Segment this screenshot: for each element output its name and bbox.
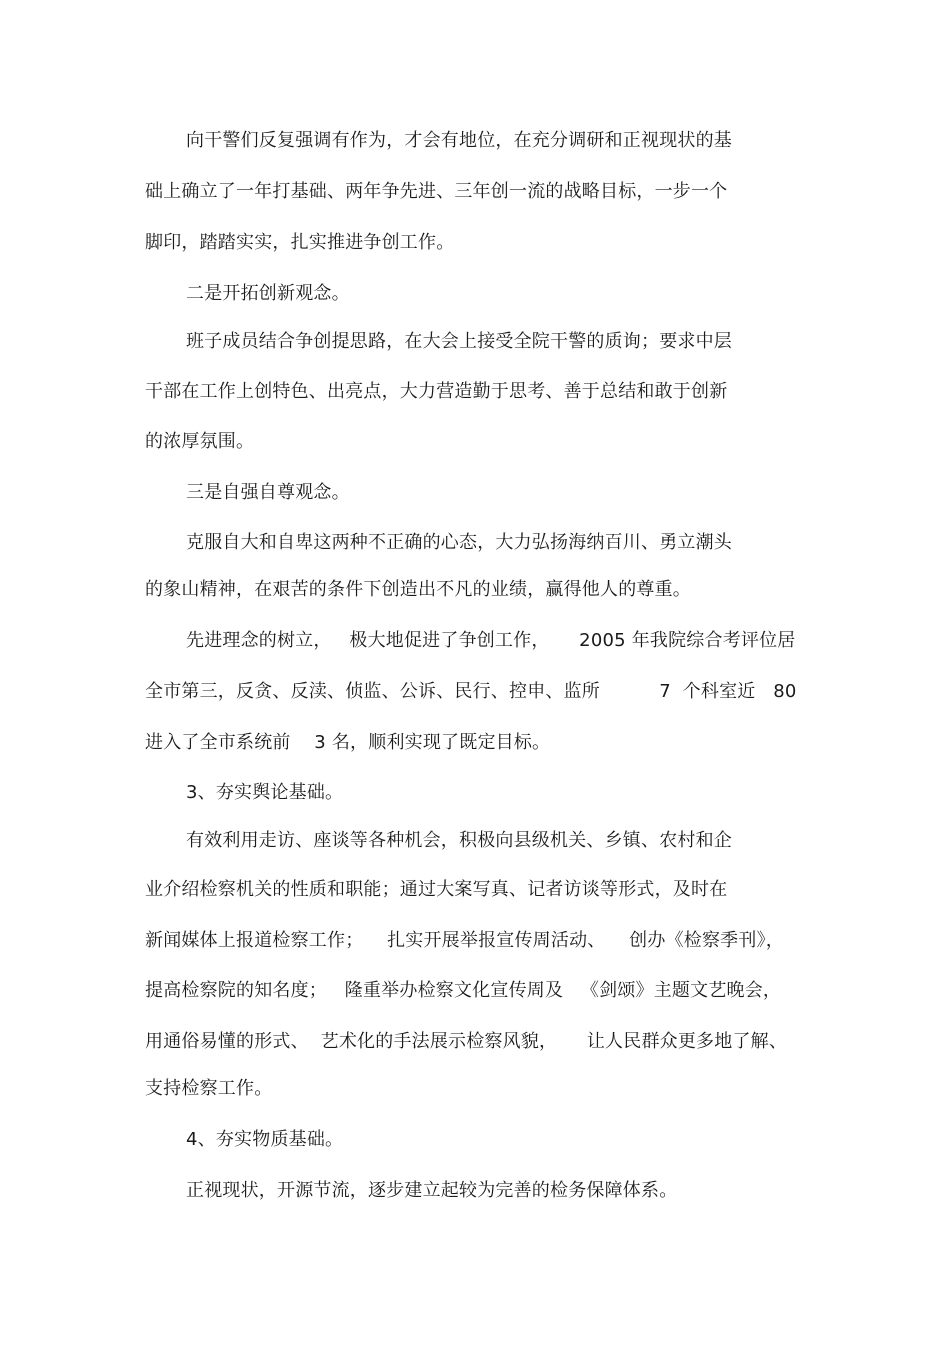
paragraph-line: 业介绍检察机关的性质和职能；通过大案写真、记者访谈等形式，及时在 (145, 879, 728, 900)
paragraph-line: 班子成员结合争创提思路，在大会上接受全院干警的质询；要求中层 (186, 331, 732, 352)
paragraph-line: 新闻媒体上报道检察工作； 扎实开展举报宣传周活动、 创办《检察季刊》， (145, 930, 784, 951)
paragraph-line: 用通俗易懂的形式、 艺术化的手法展示检察风貌， 让人民群众更多地了解、 (145, 1031, 788, 1052)
paragraph-line: 提高检察院的知名度； 隆重举办检察文化宣传周及 《剑颂》主题文艺晚会， (145, 980, 782, 1001)
paragraph-line: 先进理念的树立， 极大地促进了争创工作， 2005 年我院综合考评位居 (186, 630, 796, 651)
paragraph-line: 全市第三，反贪、反渎、侦监、公诉、民行、控申、监所 7 个科室近 80 (145, 681, 797, 702)
paragraph-line: 进入了全市系统前 3 名，顺利实现了既定目标。 (145, 732, 551, 753)
paragraph-line: 有效利用走访、座谈等各种机会，积极向县级机关、乡镇、农村和企 (186, 830, 732, 851)
section-heading: 4、夯实物质基础。 (186, 1129, 344, 1150)
paragraph-line: 的象山精神，在艰苦的条件下创造出不凡的业绩，赢得他人的尊重。 (145, 579, 691, 600)
paragraph-line: 正视现状，开源节流，逐步建立起较为完善的检务保障体系。 (186, 1180, 678, 1201)
paragraph-line: 础上确立了一年打基础、两年争先进、三年创一流的战略目标，一步一个 (145, 181, 728, 202)
paragraph-line: 干部在工作上创特色、出亮点，大力营造勤于思考、善于总结和敢于创新 (145, 381, 728, 402)
paragraph-line: 脚印，踏踏实实，扎实推进争创工作。 (145, 232, 455, 253)
paragraph-line: 克服自大和自卑这两种不正确的心态，大力弘扬海纳百川、勇立潮头 (186, 532, 732, 553)
section-heading: 3、夯实舆论基础。 (186, 782, 344, 803)
paragraph-line: 向干警们反复强调有作为，才会有地位，在充分调研和正视现状的基 (186, 130, 732, 151)
section-heading: 三是自强自尊观念。 (186, 482, 350, 503)
paragraph-line: 的浓厚氛围。 (145, 431, 255, 452)
section-heading: 二是开拓创新观念。 (186, 283, 350, 304)
paragraph-line: 支持检察工作。 (145, 1078, 273, 1099)
